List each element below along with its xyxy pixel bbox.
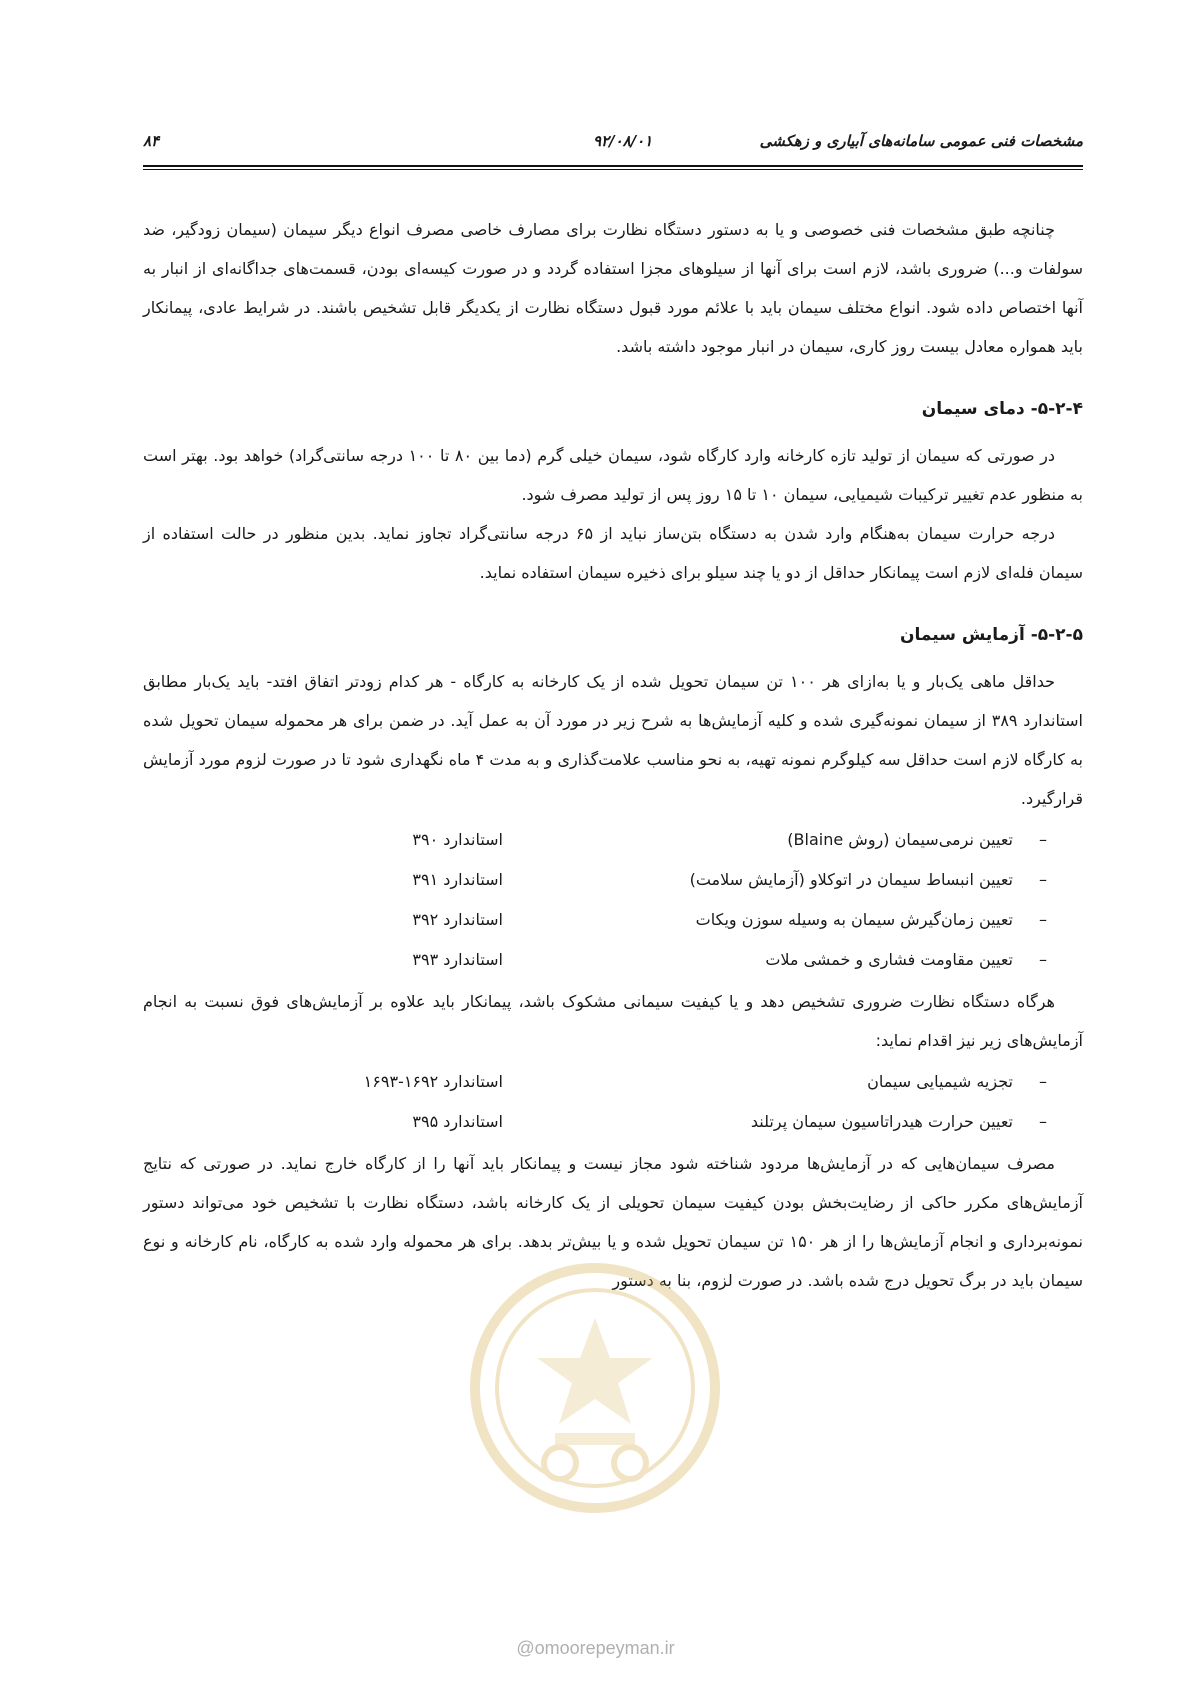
list-dash: – <box>1039 910 1047 929</box>
paragraph-intro: چنانچه طبق مشخصات فنی خصوصی و یا به دستور دستگاه نظارت برای مصارف خاصی مصرف انواع دیگر سیمان (سیمان زودگیر، ضد سولفات و...) ضروری باشد، لازم است برای آنها از سیلوهای مجزا استفاده گردد و در صورت کیسه‌ای بودن، قسمت‌های جداگانه‌ای از انبار به آنها اختصاص داده شود. انواع مختلف سیمان باید با علائم مورد قبول دستگاه نظارت از یکدیگر قابل تشخیص باشند. در شرایط عادی، پیمانکار باید همواره معادل بیست روز کاری، سیمان در انبار موجود داشته باشد. <box>143 220 1083 356</box>
test-name: تعیین مقاومت فشاری و خمشی ملات <box>765 950 1013 969</box>
list-item <box>143 940 1083 980</box>
test-standard: استاندارد ۳۹۰ <box>412 830 503 849</box>
list-dash: – <box>1039 870 1047 889</box>
list-dash: – <box>1039 950 1047 969</box>
header-rule <box>143 165 1083 170</box>
extra-tests-list <box>143 1062 1083 1142</box>
test-standard: استاندارد ۳۹۲ <box>412 910 503 929</box>
seal-emblem-icon <box>465 1258 725 1518</box>
list-dash: – <box>1039 1072 1047 1091</box>
list-item <box>143 860 1083 900</box>
test-standard: استاندارد ۳۹۳ <box>412 950 503 969</box>
test-standard: استاندارد ۳۹۵ <box>412 1112 503 1131</box>
test-name: تعیین حرارت هیدراتاسیون سیمان پرتلند <box>750 1112 1013 1131</box>
list-item <box>143 900 1083 940</box>
test-standard: استاندارد ۳۹۱ <box>412 870 503 889</box>
heading-cement-temperature: ۵-۲-۴- دمای سیمان <box>921 399 1083 419</box>
paragraph-testing-3: مصرف سیمان‌هایی که در آزمایش‌ها مردود شناخته شود مجاز نیست و پیمانکار باید آنها را از کارگاه خارج نماید. در صورتی که نتایج آزمایش‌های مکرر حاکی از رضایت‌بخش بودن کیفیت سیمان تحویلی از یک کارخانه باشد، دستگاه نظارت با تشخیص خود می‌تواند دستور نمونه‌برداری و انجام آزمایش‌ها را از هر ۱۵۰ تن سیمان تحویل شده و یا بیش‌تر بدهد. برای هر محموله وارد شده به کارگاه، نام کارخانه و نوع سیمان باید در برگ تحویل درج شده باشد. در صورت لزوم، بنا به دستور <box>143 1154 1084 1290</box>
list-item <box>143 1062 1083 1102</box>
page-header <box>143 126 1083 156</box>
tests-list <box>143 820 1083 980</box>
list-dash: – <box>1039 1112 1047 1131</box>
list-item <box>143 1102 1083 1142</box>
header-title: مشخصات فنی عمومی سامانه‌های آبیاری و زهکشی <box>759 132 1083 150</box>
list-item <box>143 820 1083 860</box>
main-content <box>143 210 1083 1300</box>
paragraph-testing-1: حداقل ماهی یک‌بار و یا به‌ازای هر ۱۰۰ تن سیمان تحویل شده از یک کارخانه به کارگاه - هر کدام زودتر اتفاق افتد- باید یک‌بار مطابق استاندارد ۳۸۹ از سیمان نمونه‌گیری شده و کلیه آزمایش‌ها به شرح زیر در مورد آن به عمل آید. در ضمن برای هر محموله سیمان تحویل شده به کارگاه لازم است حداقل سه کیلوگرم نمونه تهیه، به نحو مناسب علامت‌گذاری و به مدت ۴ ماه نگهداری شود تا در صورت لزوم مورد آزمایش قرارگیرد. <box>143 672 1084 808</box>
paragraph-temperature-2: درجه حرارت سیمان به‌هنگام وارد شدن به دستگاه بتن‌ساز نباید از ۶۵ درجه سانتی‌گراد تجاوز نماید. بدین منظور در حالت استفاده از سیمان فله‌ای لازم است پیمانکار حداقل از دو یا چند سیلو برای ذخیره سیمان استفاده نماید. <box>143 524 1083 582</box>
test-name: تعیین نرمی‌سیمان (روش Blaine) <box>787 830 1013 849</box>
header-date: ۹۲/۰۸/۰۱ <box>593 132 653 150</box>
paragraph-testing-2: هرگاه دستگاه نظارت ضروری تشخیص دهد و یا کیفیت سیمانی مشکوک باشد، پیمانکار باید علاوه بر آزمایش‌های فوق نسبت به انجام آزمایش‌های زیر نیز اقدام نماید: <box>143 992 1083 1050</box>
list-dash: – <box>1039 830 1047 849</box>
paragraph-temperature-1: در صورتی که سیمان از تولید تازه کارخانه وارد کارگاه شود، سیمان خیلی گرم (دما بین ۸۰ تا ۱۰۰ درجه سانتی‌گراد) خواهد بود. بهتر است به منظور عدم تغییر ترکیبات شیمیایی، سیمان ۱۰ تا ۱۵ روز پس از تولید مصرف شود. <box>143 446 1083 504</box>
page-number: ۸۴ <box>143 132 160 150</box>
heading-cement-testing: ۵-۲-۵- آزمایش سیمان <box>899 625 1083 645</box>
test-name: تجزیه شیمیایی سیمان <box>867 1072 1013 1091</box>
test-name: تعیین انبساط سیمان در اتوکلاو (آزمایش سلامت) <box>689 870 1013 889</box>
test-name: تعیین زمان‌گیرش سیمان به وسیله سوزن ویکات <box>695 910 1013 929</box>
footer-website: @omoorepeyman.ir <box>516 1638 675 1658</box>
test-standard: استاندارد ۱۶۹۲-۱۶۹۳ <box>363 1072 503 1091</box>
